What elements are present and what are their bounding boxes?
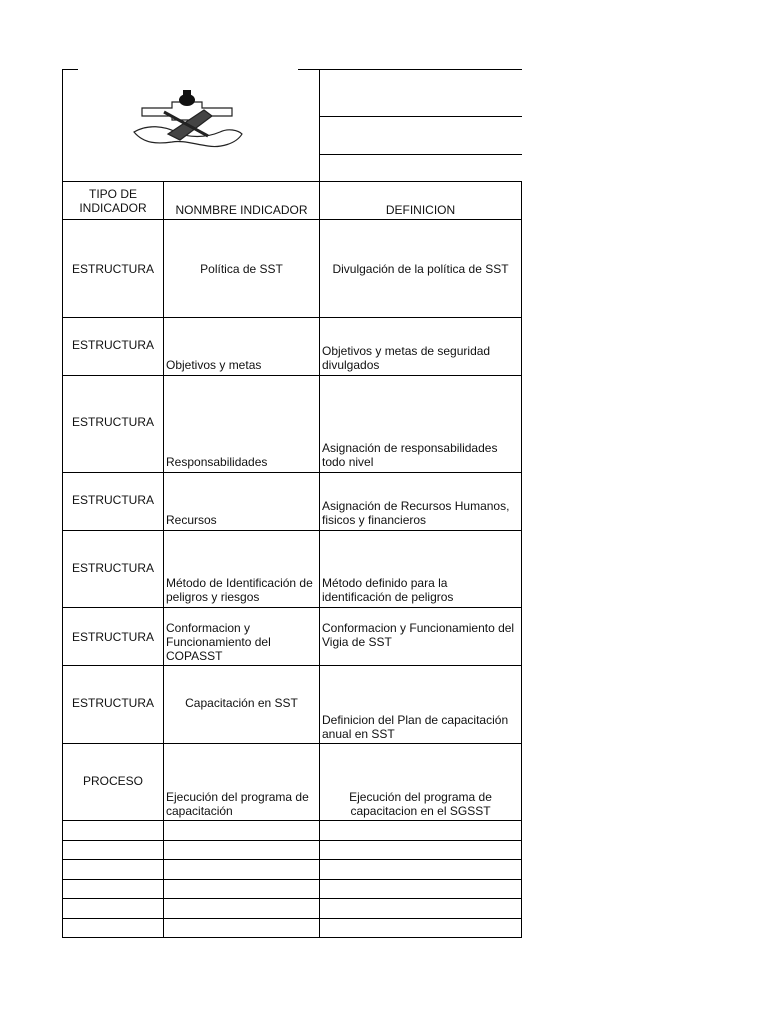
- table-cell-definicion: Ejecución del programa de capacitacion en el SGSST: [349, 790, 492, 818]
- header-line-2: [319, 154, 522, 155]
- column-header-nombre: NONMBRE INDICADOR: [175, 203, 308, 217]
- column-header-tipo: TIPO DE INDICADOR: [79, 186, 147, 215]
- table-cell-tipo: ESTRUCTURA: [71, 261, 154, 276]
- table-cell-definicion: Objetivos y metas de seguridad divulgados: [322, 344, 491, 372]
- table-cell-definicion: Divulgación de la política de SST: [332, 261, 509, 276]
- column-header-definicion: DEFINICION: [385, 203, 456, 217]
- table-line: [62, 879, 522, 880]
- table-line: [62, 937, 522, 938]
- table-cell-nombre: Política de SST: [200, 261, 283, 276]
- table-line: [62, 820, 522, 821]
- table-line: [62, 840, 522, 841]
- table-cell-tipo: ESTRUCTURA: [71, 696, 154, 710]
- table-border-right: [521, 181, 522, 938]
- header-divider: [319, 69, 320, 182]
- table-line: [62, 918, 522, 919]
- table-line: [62, 859, 522, 860]
- header-line-1: [319, 116, 522, 117]
- table-cell-nombre: Objetivos y metas: [166, 358, 262, 372]
- table-cell-definicion: Método definido para la identificación de peligros: [322, 576, 454, 604]
- table-cell-definicion: Asignación de Recursos Humanos, fisicos y financieros: [322, 499, 510, 527]
- table-cell-tipo: ESTRUCTURA: [71, 629, 154, 644]
- table-cell-definicion: Asignación de responsabilidades todo nivel: [322, 441, 498, 469]
- table-cell-tipo: ESTRUCTURA: [71, 561, 154, 575]
- table-cell-definicion: Definicion del Plan de capacitación anual en SST: [322, 713, 509, 741]
- table-cell-tipo: ESTRUCTURA: [71, 415, 154, 429]
- table-cell-nombre: Capacitación en SST: [185, 696, 298, 710]
- table-cell-tipo: ESTRUCTURA: [71, 493, 154, 507]
- table-cell-tipo: ESTRUCTURA: [71, 338, 154, 352]
- table-line: [62, 898, 522, 899]
- header-border-top-left: [62, 69, 78, 70]
- table-cell-nombre: Ejecución del programa de capacitación: [166, 790, 309, 818]
- table-cell-tipo: PROCESO: [82, 774, 143, 788]
- table-cell-definicion: Conformacion y Funcionamiento del Vigia de SST: [322, 621, 515, 649]
- header-border-top-right: [298, 69, 522, 70]
- table-cell-nombre: Conformacion y Funcionamiento del COPASST: [166, 621, 271, 663]
- table-cell-nombre: Recursos: [166, 513, 217, 527]
- table-cell-nombre: Método de Identificación de peligros y riesgos: [166, 576, 313, 604]
- table-cell-nombre: Responsabilidades: [166, 455, 268, 469]
- institutional-emblem-icon: [128, 88, 246, 156]
